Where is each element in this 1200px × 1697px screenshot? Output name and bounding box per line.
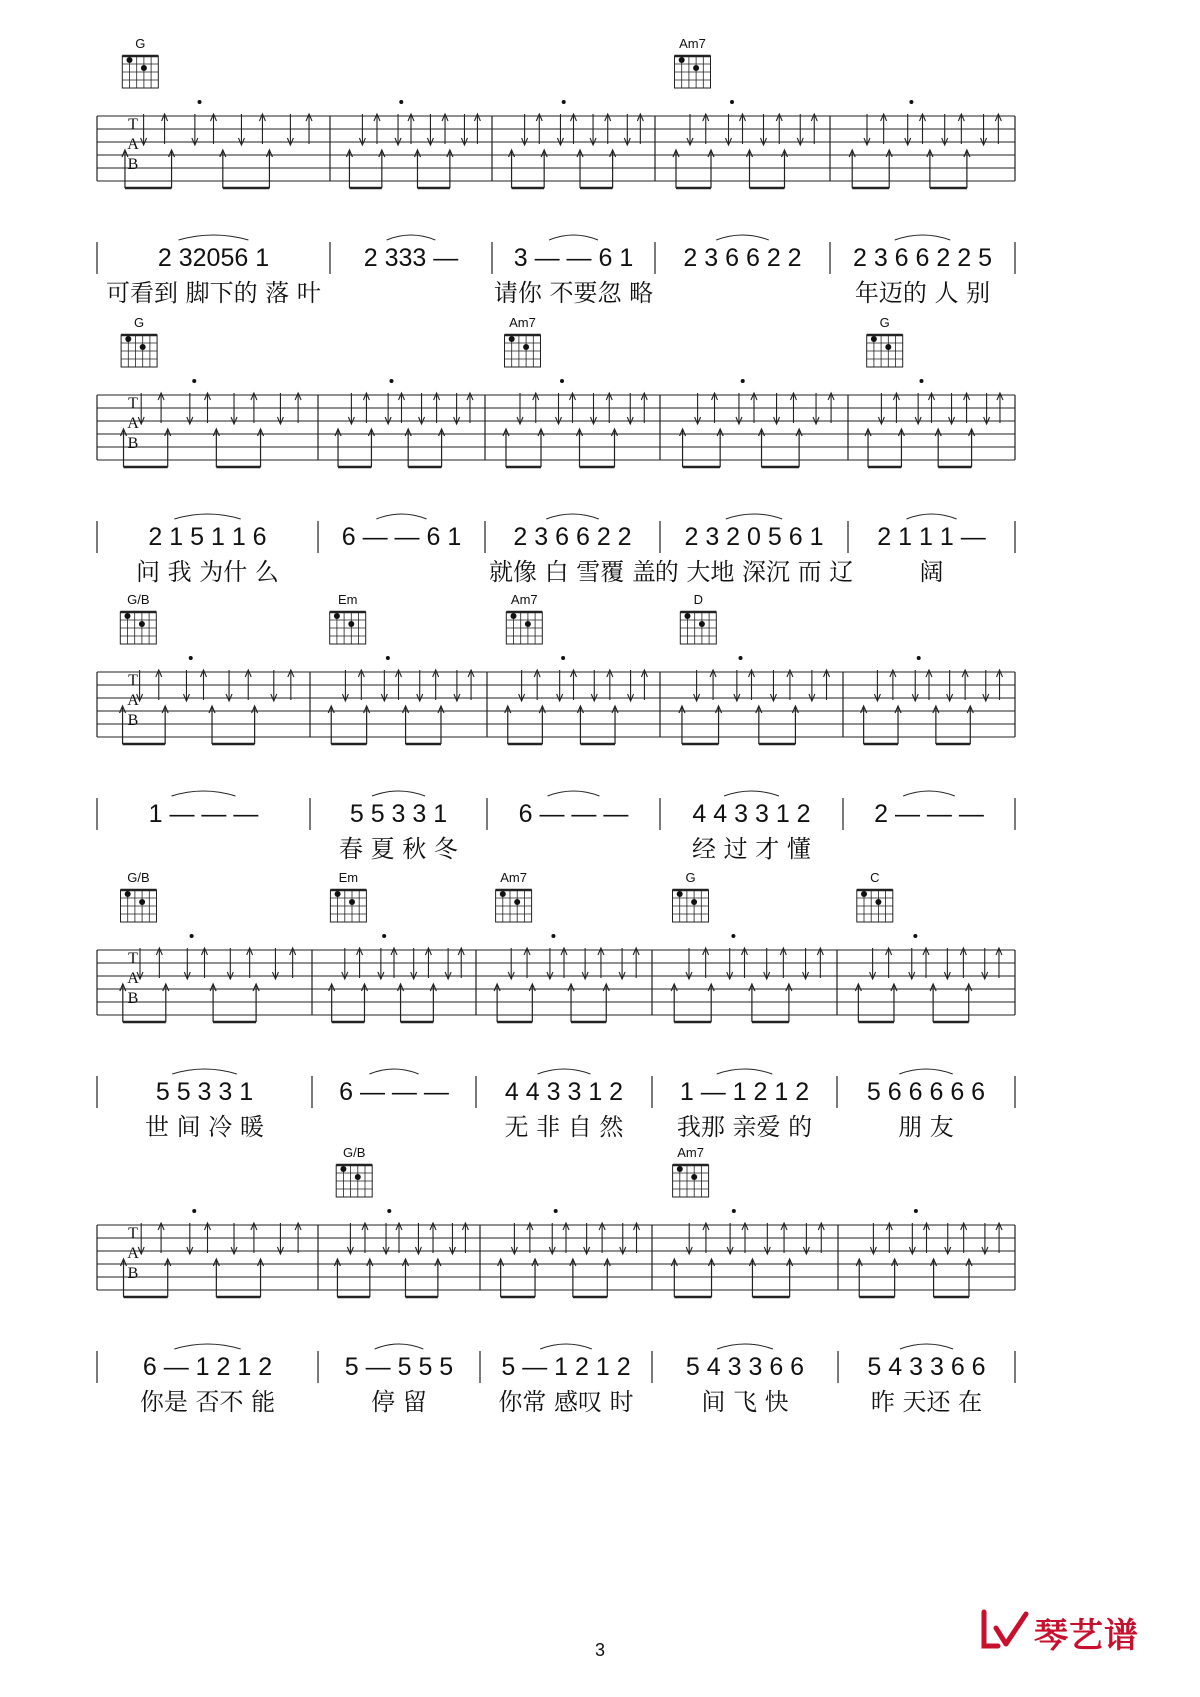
jianpu-notes: 2 1 5 1 1 6	[148, 523, 267, 551]
slur-tie	[549, 235, 598, 240]
chord-finger-dot	[699, 621, 705, 627]
accent-dot	[909, 100, 913, 104]
jianpu-notes: 5 5 3 3 1	[155, 1078, 254, 1106]
accent-dot	[192, 379, 196, 383]
chord-name: G/B	[127, 592, 150, 607]
tab-letter: A	[127, 415, 139, 432]
jianpu-notes: 6 — — —	[518, 800, 629, 828]
accent-dot	[914, 1209, 918, 1213]
jianpu-notes: 6 — 1 2 1 2	[142, 1353, 273, 1381]
jianpu-notes: 2 3 6 6 2 2	[683, 244, 802, 272]
chord-name: Am7	[679, 36, 706, 51]
jianpu-notes: 2 3 6 6 2 2 5	[852, 244, 993, 272]
jianpu-notes: 1 — 1 2 1 2	[679, 1078, 810, 1106]
accent-dot	[387, 1209, 391, 1213]
accent-dot	[730, 100, 734, 104]
slur-tie	[717, 1069, 773, 1074]
tab-letter: T	[128, 672, 138, 689]
jianpu-notes: 1 — — —	[148, 800, 259, 828]
lyric-text: 年迈的 人 别	[854, 279, 991, 307]
slur-tie	[903, 791, 955, 796]
chord-finger-dot	[348, 621, 354, 627]
slur-tie	[172, 791, 236, 796]
chord-finger-dot	[691, 899, 697, 905]
accent-dot	[382, 934, 386, 938]
slur-tie	[375, 1344, 424, 1349]
lyric-text: 无 非 自 然	[504, 1113, 624, 1141]
accent-dot	[386, 656, 390, 660]
lyric-text: 春 夏 秋 冬	[339, 835, 458, 863]
accent-dot	[741, 379, 745, 383]
lyric-text: 我那 亲爱 的	[676, 1113, 813, 1141]
chord-finger-dot	[685, 613, 691, 619]
slur-tie	[546, 514, 599, 519]
tab-letter: A	[127, 136, 139, 153]
jianpu-notes: 2 333 —	[363, 244, 459, 272]
jianpu-notes: 4 4 3 3 1 2	[692, 800, 811, 828]
logo-text: 琴艺谱	[1034, 1616, 1139, 1656]
page-number: 3	[594, 1640, 605, 1660]
accent-dot	[561, 656, 565, 660]
chord-finger-dot	[679, 57, 685, 63]
slur-tie	[172, 1069, 237, 1074]
accent-dot	[732, 1209, 736, 1213]
lyric-text: 世 间 冷 暖	[145, 1113, 264, 1141]
jianpu-notes: 5 5 3 3 1	[349, 800, 448, 828]
accent-dot	[913, 934, 917, 938]
slur-tie	[726, 514, 782, 519]
jianpu-notes: 5 — 5 5 5	[344, 1353, 454, 1381]
chord-finger-dot	[334, 613, 340, 619]
lyric-text: 停 留	[371, 1388, 427, 1416]
chord-finger-dot	[509, 336, 515, 342]
accent-dot	[192, 1209, 196, 1213]
slur-tie	[900, 1344, 953, 1349]
tab-letter: A	[127, 692, 139, 709]
tab-letter: B	[127, 1265, 139, 1282]
lyric-text: 阔	[919, 558, 944, 586]
jianpu-notes: 6 — — 6 1	[341, 523, 462, 551]
chord-finger-dot	[335, 891, 341, 897]
tab-letter: B	[127, 435, 139, 452]
accent-dot	[198, 100, 202, 104]
tab-letter: T	[128, 950, 138, 967]
chord-finger-dot	[139, 621, 145, 627]
jianpu-notes: 5 4 3 3 6 6	[867, 1353, 986, 1381]
chord-finger-dot	[140, 344, 146, 350]
chord-finger-dot	[871, 336, 877, 342]
tab-letter: A	[127, 970, 139, 987]
chord-name: G/B	[342, 1145, 366, 1160]
slur-tie	[372, 791, 425, 796]
chord-name: G	[685, 870, 696, 885]
tab-letter: B	[127, 990, 139, 1007]
accent-dot	[551, 934, 555, 938]
accent-dot	[190, 934, 194, 938]
tab-letter: B	[127, 156, 139, 173]
slur-tie	[716, 235, 769, 240]
accent-dot	[189, 656, 193, 660]
chord-finger-dot	[875, 899, 881, 905]
lyric-text: 你是 否不 能	[139, 1388, 276, 1416]
lyric-text: 间 飞 快	[701, 1388, 789, 1416]
chord-name: D	[693, 592, 703, 607]
chord-name: Am7	[500, 870, 527, 885]
chord-name: Am7	[677, 1145, 704, 1160]
slur-tie	[174, 514, 240, 519]
chord-finger-dot	[514, 899, 520, 905]
accent-dot	[731, 934, 735, 938]
jianpu-notes: 2 3 2 0 5 6 1	[684, 523, 824, 551]
slur-tie	[540, 1344, 592, 1349]
slur-tie	[376, 514, 426, 519]
chord-finger-dot	[125, 891, 131, 897]
lyric-text: 问 我 为什 么	[136, 558, 279, 586]
jianpu-notes: 2 — — —	[874, 800, 984, 828]
jianpu-notes: 2 32056 1	[157, 244, 270, 272]
jianpu-notes: 5 — 1 2 1 2	[501, 1353, 631, 1381]
brand-logo	[978, 1606, 1178, 1654]
chord-finger-dot	[340, 1166, 346, 1172]
accent-dot	[560, 379, 564, 383]
accent-dot	[562, 100, 566, 104]
tab-letter: T	[128, 395, 138, 412]
accent-dot	[917, 656, 921, 660]
chord-name: C	[870, 870, 880, 885]
chord-finger-dot	[691, 1174, 697, 1180]
lyric-text: 可看到 脚下的 落 叶	[106, 279, 321, 307]
tab-letter: T	[128, 1225, 138, 1242]
chord-finger-dot	[141, 65, 147, 71]
slur-tie	[548, 791, 600, 796]
jianpu-notes: 5 4 3 3 6 6	[685, 1353, 805, 1381]
tab-letter: T	[128, 116, 138, 133]
slur-tie	[538, 1069, 591, 1074]
accent-dot	[554, 1209, 558, 1213]
slur-tie	[906, 514, 956, 519]
slur-tie	[179, 235, 249, 240]
chord-finger-dot	[127, 57, 133, 63]
lyric-text: 经 过 才 懂	[692, 835, 811, 863]
chord-name: G/B	[127, 870, 150, 885]
chord-finger-dot	[523, 344, 529, 350]
jianpu-notes: 2 3 6 6 2 2	[513, 523, 632, 551]
chord-finger-dot	[693, 65, 699, 71]
lyric-text: 你常 感叹 时	[498, 1388, 634, 1416]
chord-finger-dot	[677, 1166, 683, 1172]
chord-name: G	[879, 315, 890, 330]
chord-finger-dot	[861, 891, 867, 897]
lyric-text: 朋 友	[898, 1113, 954, 1141]
slur-tie	[895, 235, 951, 240]
chord-name: Em	[338, 870, 359, 885]
chord-finger-dot	[139, 899, 145, 905]
jianpu-notes: 4 4 3 3 1 2	[504, 1078, 624, 1106]
lyric-text: 就像 白 雪覆 盖	[489, 558, 656, 586]
chord-name: G	[135, 36, 146, 51]
lyric-text: 昨 天还 在	[870, 1388, 983, 1416]
chord-finger-dot	[355, 1174, 361, 1180]
slur-tie	[369, 1069, 418, 1074]
chord-finger-dot	[677, 891, 683, 897]
slur-tie	[717, 1344, 773, 1349]
chord-finger-dot	[511, 613, 517, 619]
jianpu-notes: 3 — — 6 1	[513, 244, 634, 272]
accent-dot	[389, 379, 393, 383]
chord-name: Em	[337, 592, 358, 607]
chord-name: Am7	[510, 592, 538, 607]
chord-finger-dot	[125, 613, 131, 619]
accent-dot	[919, 379, 923, 383]
slur-tie	[899, 1069, 952, 1074]
slur-tie	[174, 1344, 240, 1349]
accent-dot	[399, 100, 403, 104]
chord-finger-dot	[125, 336, 131, 342]
chord-finger-dot	[525, 621, 531, 627]
jianpu-notes: 6 — — —	[339, 1078, 449, 1106]
tab-letter: B	[127, 712, 139, 729]
lyric-text: 请你 不要忽 略	[493, 279, 654, 307]
slur-tie	[387, 235, 436, 240]
chord-finger-dot	[500, 891, 506, 897]
chord-finger-dot	[885, 344, 891, 350]
chord-finger-dot	[349, 899, 355, 905]
chord-name: Am7	[509, 315, 536, 330]
slur-tie	[724, 791, 779, 796]
jianpu-notes: 2 1 1 1 —	[877, 523, 986, 551]
chord-name: G	[134, 315, 145, 330]
piano-logo-icon	[978, 1606, 1034, 1654]
tab-letter: A	[127, 1245, 139, 1262]
accent-dot	[739, 656, 743, 660]
lyric-text: 的 大地 深沉 而 辽	[654, 558, 854, 586]
jianpu-notes: 5 6 6 6 6 6	[866, 1078, 986, 1106]
